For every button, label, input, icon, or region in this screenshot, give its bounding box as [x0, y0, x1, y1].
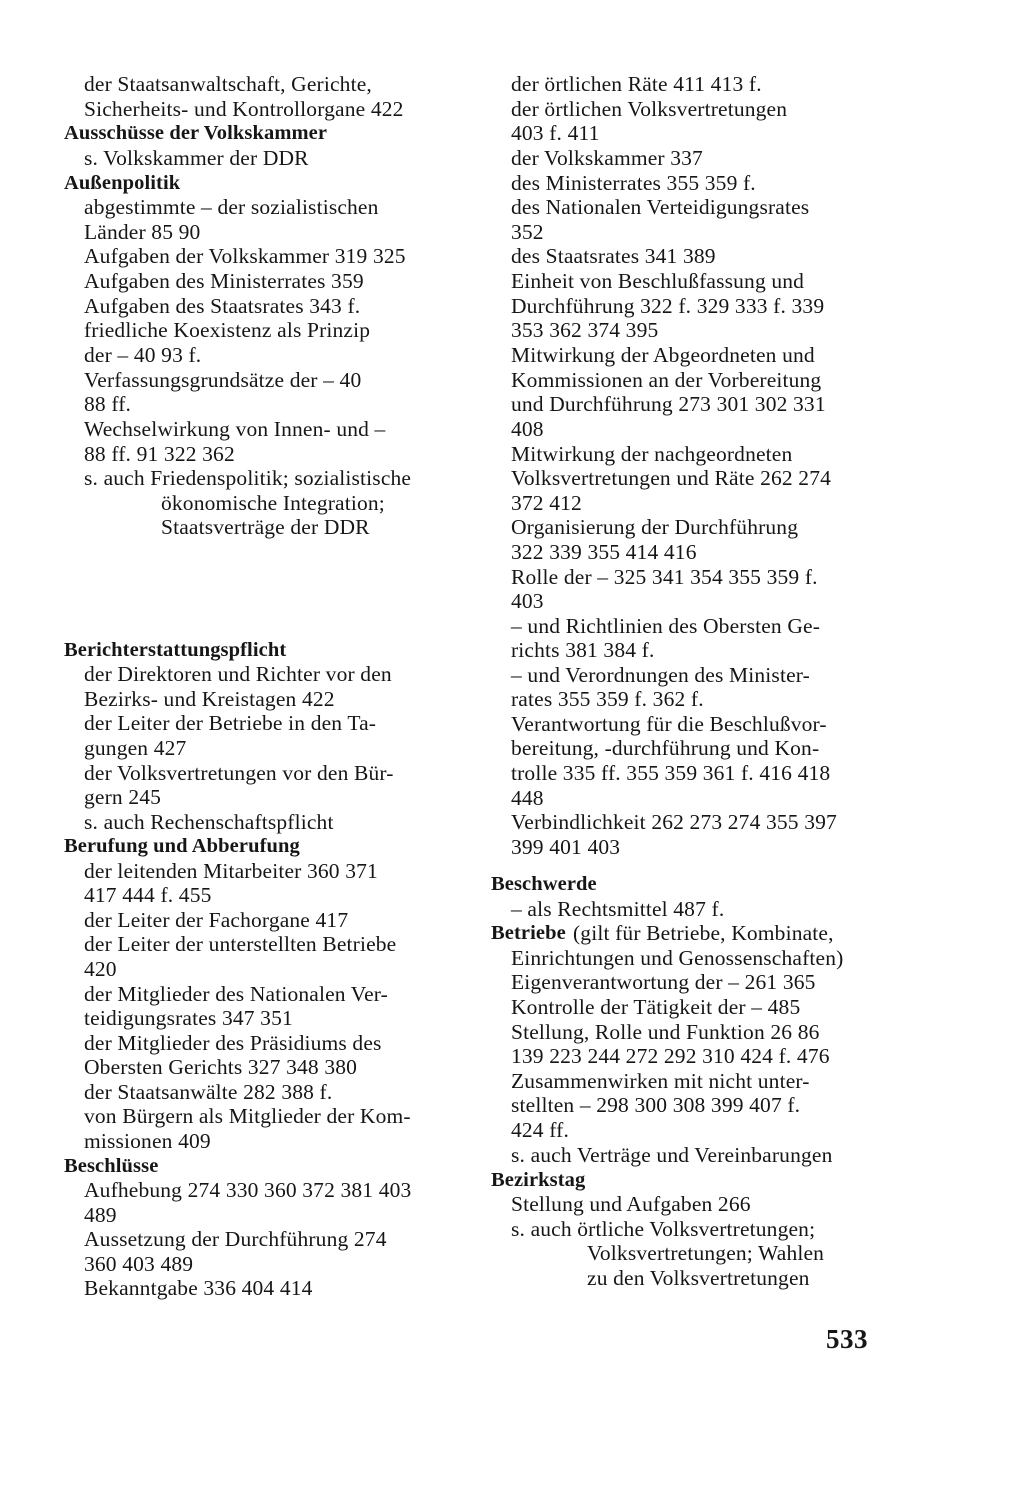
index-left-entry: der leitenden Mitarbeiter 360 371 — [84, 859, 378, 883]
index-right-entry: zu den Volksvertretungen — [587, 1266, 810, 1290]
index-right-entry: Rolle der – 325 341 354 355 359 f. — [511, 565, 818, 589]
index-right-entry: (gilt für Betriebe, Kombinate, — [573, 921, 834, 945]
index-left-entry: der Mitglieder des Präsidiums des — [84, 1031, 382, 1055]
index-right-entry: Stellung, Rolle und Funktion 26 86 — [511, 1020, 820, 1044]
index-right-entry: Organisierung der Durchführung — [511, 515, 799, 539]
index-left-entry: 88 ff. — [84, 392, 132, 416]
index-left-entry: Staatsverträge der DDR — [161, 515, 370, 539]
index-left-entry: gungen 427 — [84, 736, 187, 760]
index-left-entry: Länder 85 90 — [84, 220, 201, 244]
index-right-entry: 448 — [511, 786, 544, 810]
index-right-entry: bereitung, -durchführung und Kon- — [511, 736, 820, 760]
index-right-entry: Mitwirkung der Abgeordneten und — [511, 343, 815, 367]
index-left-entry: Bezirks- und Kreistagen 422 — [84, 687, 335, 711]
index-left-entry: der Leiter der Fachorgane 417 — [84, 908, 349, 932]
index-right-entry: 424 ff. — [511, 1118, 569, 1142]
index-left-entry: ökonomische Integration; — [161, 491, 385, 515]
index-right-entry: trolle 335 ff. 355 359 361 f. 416 418 — [511, 761, 831, 785]
index-right-entry: Mitwirkung der nachgeordneten — [511, 442, 793, 466]
index-left-entry: 360 403 489 — [84, 1252, 194, 1276]
index-left-entry: der Staatsanwaltschaft, Gerichte, — [84, 72, 372, 96]
index-right-entry: der örtlichen Räte 411 413 f. — [511, 72, 762, 96]
index-left-entry: Aussetzung der Durchführung 274 — [84, 1227, 387, 1251]
index-right-entry: Einrichtungen und Genossenschaften) — [511, 946, 844, 970]
index-left-entry: Aufgaben des Ministerrates 359 — [84, 269, 364, 293]
index-left-entry: Aufgaben des Staatsrates 343 f. — [84, 294, 361, 318]
index-left-entry: Aufhebung 274 330 360 372 381 403 — [84, 1178, 412, 1202]
index-right-entry: und Durchführung 273 301 302 331 — [511, 392, 826, 416]
index-right-entry: 322 339 355 414 416 — [511, 540, 697, 564]
index-right-entry: Volksvertretungen; Wahlen — [587, 1241, 825, 1265]
index-left-entry: teidigungsrates 347 351 — [84, 1006, 293, 1030]
index-left-entry: Obersten Gerichts 327 348 380 — [84, 1055, 358, 1079]
index-right-heading: Beschwerde — [491, 873, 597, 895]
index-right-entry: Durchführung 322 f. 329 333 f. 339 — [511, 294, 825, 318]
index-left-entry: 88 ff. 91 322 362 — [84, 442, 235, 466]
index-right-entry: Volksvertretungen und Räte 262 274 — [511, 466, 831, 490]
index-left-entry: s. Volkskammer der DDR — [84, 146, 309, 170]
index-right-entry: 352 — [511, 220, 544, 244]
index-left-entry: von Bürgern als Mitglieder der Kom- — [84, 1104, 411, 1128]
page-number: 533 — [826, 1324, 868, 1354]
index-right-entry: 353 362 374 395 — [511, 318, 659, 342]
index-left-entry: 489 — [84, 1203, 117, 1227]
index-left-entry: Wechselwirkung von Innen- und – — [84, 417, 386, 441]
index-right-entry: 403 f. 411 — [511, 121, 600, 145]
index-left-entry: Verfassungsgrundsätze der – 40 — [84, 368, 362, 392]
index-right-entry: s. auch Verträge und Vereinbarungen — [511, 1143, 833, 1167]
index-left-heading: Außenpolitik — [64, 172, 181, 194]
index-right-entry: Verbindlichkeit 262 273 274 355 397 — [511, 810, 837, 834]
index-right-entry: – als Rechtsmittel 487 f. — [511, 897, 725, 921]
index-left-heading: Beschlüsse — [64, 1155, 159, 1177]
index-left-entry: 420 — [84, 957, 117, 981]
index-right-entry: des Ministerrates 355 359 f. — [511, 171, 756, 195]
index-right-entry: s. auch örtliche Volksvertretungen; — [511, 1217, 816, 1241]
index-right-entry: 408 — [511, 417, 544, 441]
index-right-entry: Eigenverantwortung der – 261 365 — [511, 970, 816, 994]
index-right-entry: der Volkskammer 337 — [511, 146, 703, 170]
index-left-entry: der Volksvertretungen vor den Bür- — [84, 761, 394, 785]
index-left-entry: missionen 409 — [84, 1129, 211, 1153]
index-left-entry: der Leiter der Betriebe in den Ta- — [84, 711, 377, 735]
index-left-entry: abgestimmte – der sozialistischen — [84, 195, 379, 219]
index-right-entry: rates 355 359 f. 362 f. — [511, 687, 704, 711]
index-left-entry: der Leiter der unterstellten Betriebe — [84, 932, 397, 956]
index-left-entry: 417 444 f. 455 — [84, 883, 212, 907]
index-right-entry: richts 381 384 f. — [511, 638, 655, 662]
index-left-entry: Sicherheits- und Kontrollorgane 422 — [84, 97, 404, 121]
index-left-heading: Ausschüsse der Volkskammer — [64, 122, 328, 144]
index-right-entry: der örtlichen Volksvertretungen — [511, 97, 788, 121]
index-right-heading: Bezirkstag — [491, 1169, 586, 1191]
index-right-entry: 403 — [511, 589, 544, 613]
index-left-entry: Aufgaben der Volkskammer 319 325 — [84, 244, 406, 268]
index-right-entry: – und Verordnungen des Minister- — [511, 663, 810, 687]
index-right-entry: Kommissionen an der Vorbereitung — [511, 368, 822, 392]
index-right-entry: stellten – 298 300 308 399 407 f. — [511, 1093, 801, 1117]
index-right-entry: Kontrolle der Tätigkeit der – 485 — [511, 995, 801, 1019]
index-right-entry: 372 412 — [511, 491, 582, 515]
index-left-entry: der Staatsanwälte 282 388 f. — [84, 1080, 333, 1104]
index-left-heading: Berufung und Abberufung — [64, 835, 300, 857]
index-left-entry: der – 40 93 f. — [84, 343, 202, 367]
index-right-entry: Verantwortung für die Beschlußvor- — [511, 712, 827, 736]
index-left-entry: der Direktoren und Richter vor den — [84, 662, 392, 686]
index-right-entry: – und Richtlinien des Obersten Ge- — [511, 614, 821, 638]
index-left-entry: friedliche Koexistenz als Prinzip — [84, 318, 371, 342]
index-right-entry: 399 401 403 — [511, 835, 621, 859]
index-right-entry: Stellung und Aufgaben 266 — [511, 1192, 751, 1216]
index-left-heading: Berichterstattungspflicht — [64, 639, 287, 661]
index-right-entry: Einheit von Beschlußfassung und — [511, 269, 805, 293]
index-left-entry: gern 245 — [84, 785, 162, 809]
index-left-entry: s. auch Rechenschaftspflicht — [84, 810, 334, 834]
index-right-heading: Betriebe — [491, 922, 566, 944]
index-right-entry: des Staatsrates 341 389 — [511, 244, 716, 268]
index-left-entry: der Mitglieder des Nationalen Ver- — [84, 982, 388, 1006]
index-right-entry: Zusammenwirken mit nicht unter- — [511, 1069, 810, 1093]
index-right-entry: des Nationalen Verteidigungsrates — [511, 195, 810, 219]
index-left-entry: Bekanntgabe 336 404 414 — [84, 1276, 313, 1300]
index-right-entry: 139 223 244 272 292 310 424 f. 476 — [511, 1044, 830, 1068]
index-left-entry: s. auch Friedenspolitik; sozialistische — [84, 466, 412, 490]
